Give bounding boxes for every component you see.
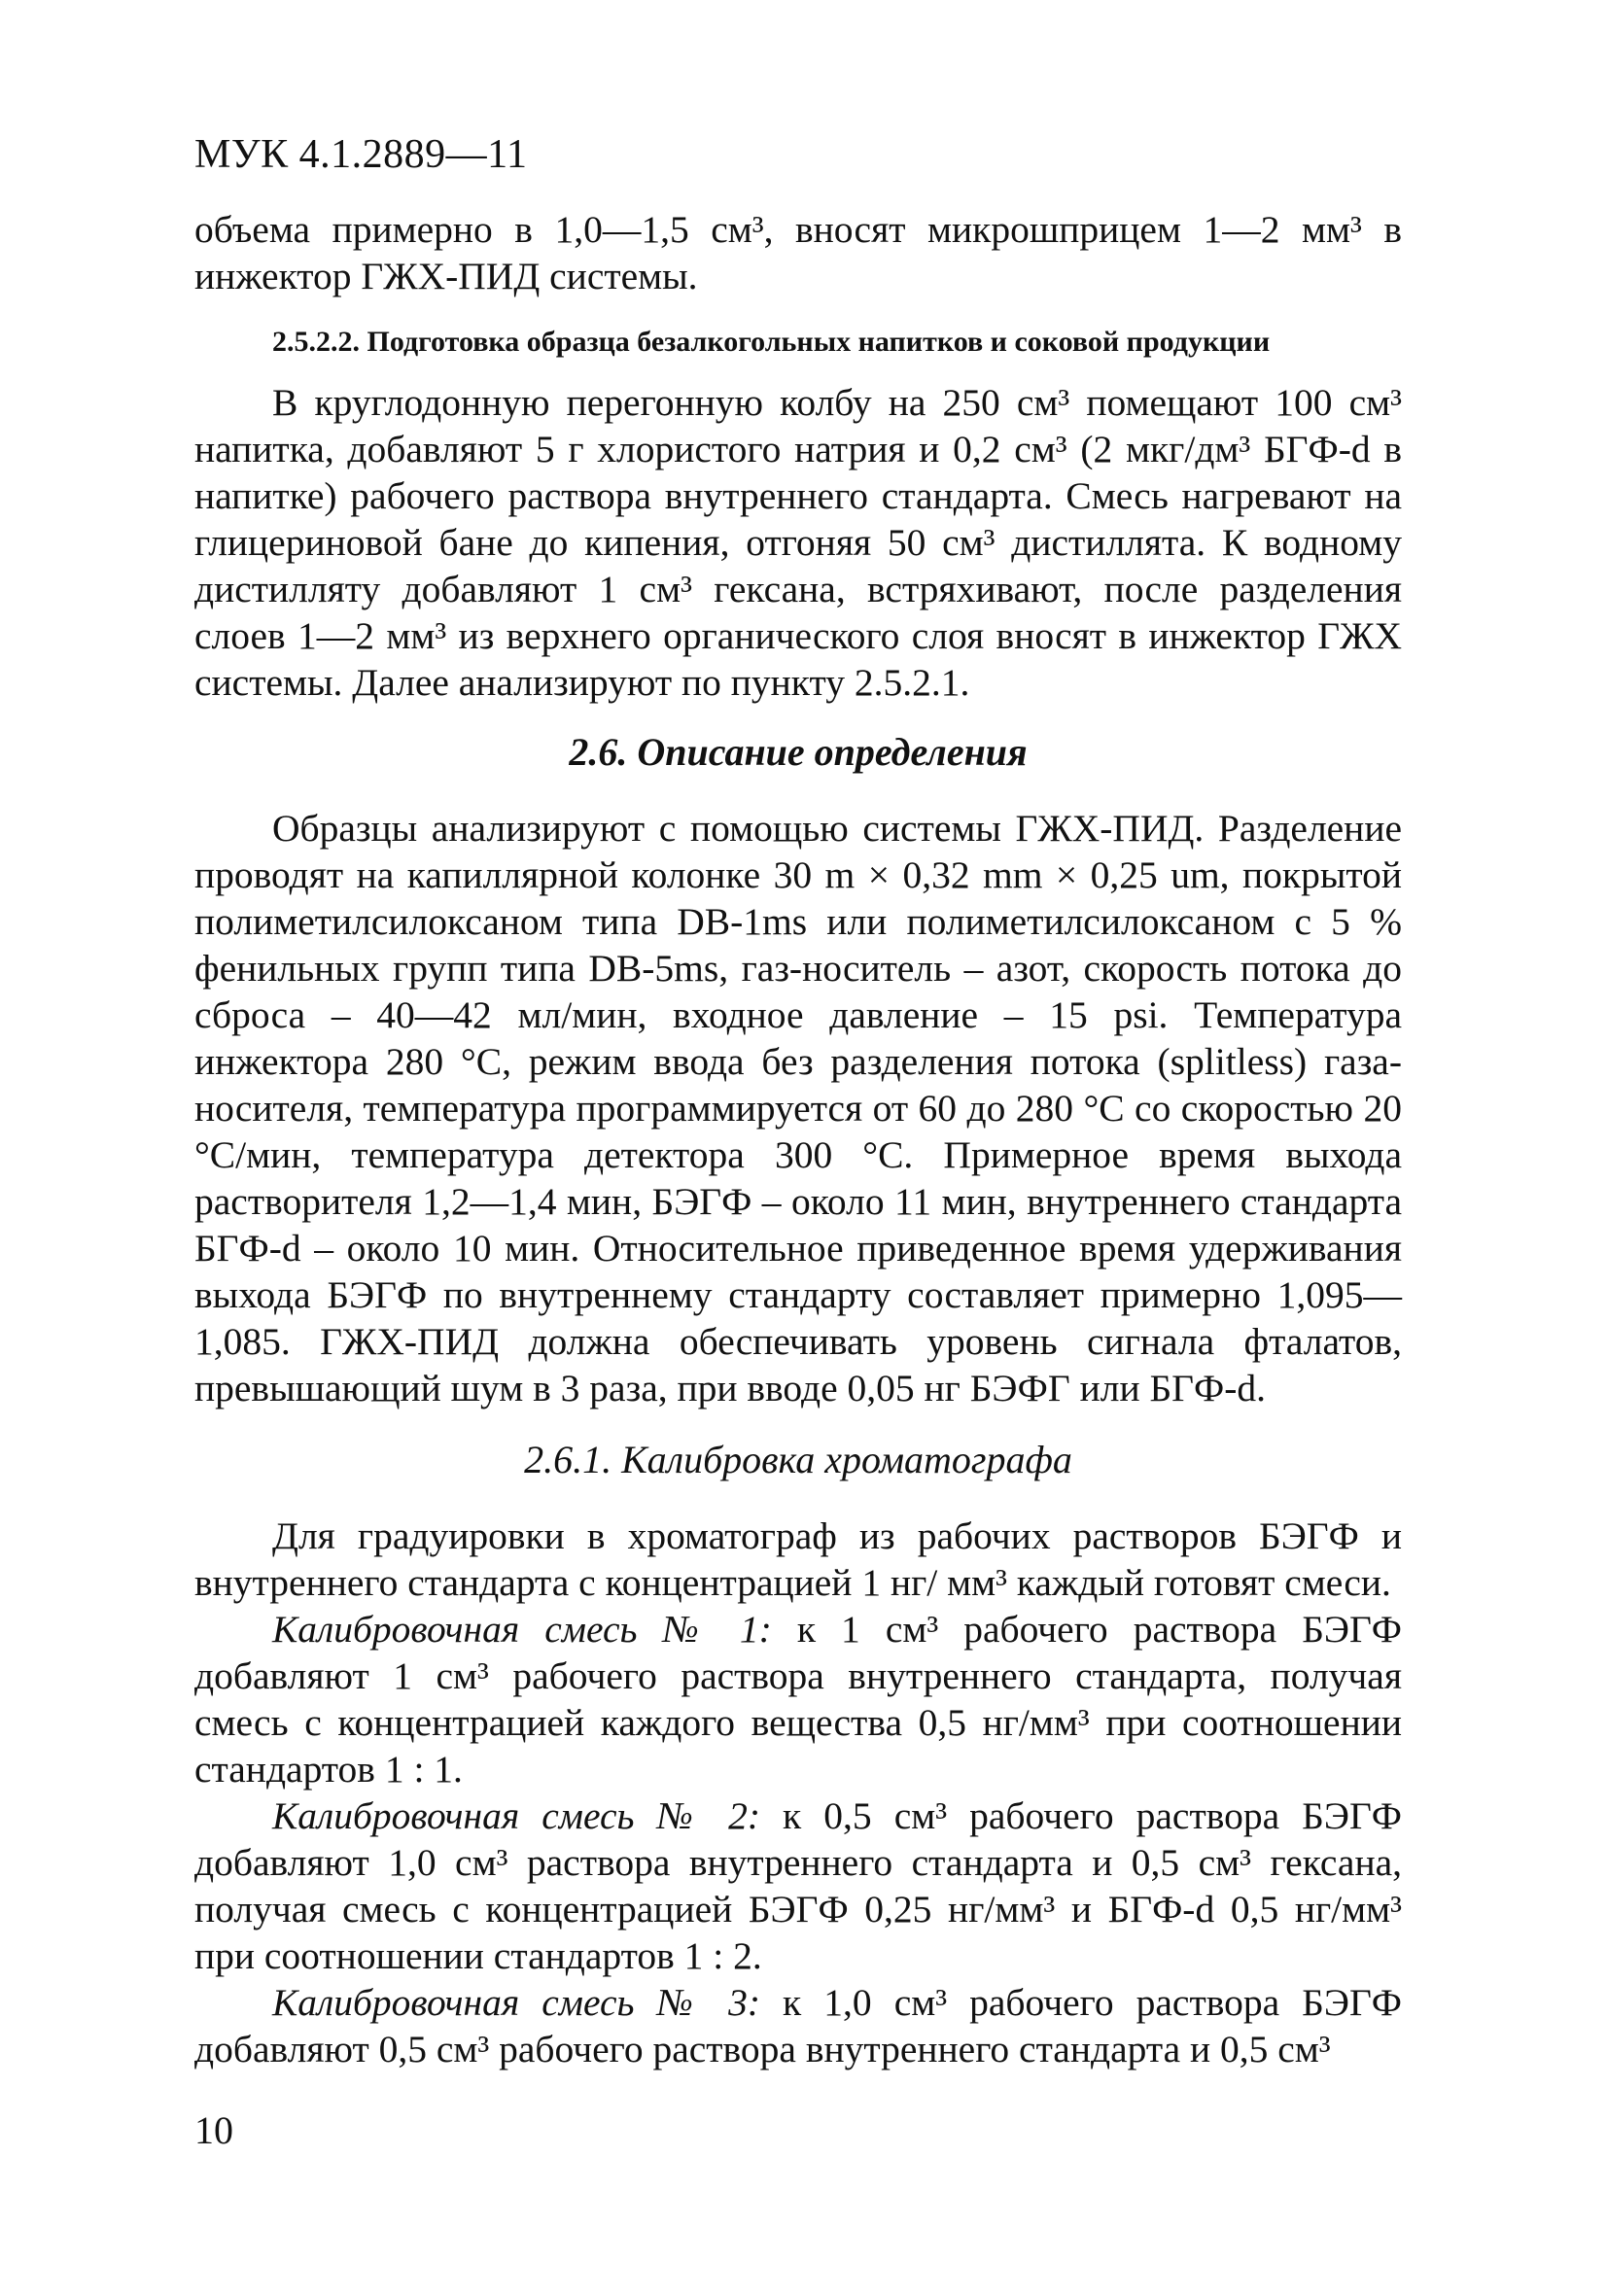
mix-1-text: к 1 см³ рабочего раствора БЭГФ добавляют 1 см³ рабочего раствора внутреннего стандарта, получая смесь с концентрацией каждого вещества 0,5 нг/мм³ при соотношении стандартов 1 : 1. — [194, 1608, 1402, 1791]
mix-2-label: Калибровочная смесь № 2: — [272, 1794, 760, 1837]
page-number: 10 — [194, 2108, 233, 2152]
paragraph-continuation: объема примерно в 1,0—1,5 см³, вносят микрошприцем 1—2 мм³ в инжектор ГЖХ-ПИД системы. — [194, 208, 1402, 297]
paragraph-determination-description: Образцы анализируют с помощью системы ГЖХ-ПИД. Разделение проводят на капиллярной колонке 30 m × 0,32 mm × 0,25 um, покрытой полиметилсилоксаном типа DB-1ms или полиметилсилоксаном с 5 % фенильных групп типа DB-5ms, газ-носитель – азот, скорость потока до сброса – 40—42 мл/мин, входное давление – 15 psi. Температура инжектора 280 °C, режим ввода без разделения потока (splitless) газа-носителя, температура программируется от 60 до 280 °C со скоростью 20 °C/мин, температура детектора 300 °C. Примерное время выхода растворителя 1,2—1,4 мин, БЭГФ – около 11 мин, внутреннего стандарта БГФ-d – около 10 мин. Относительное приведенное время удерживания выхода БЭГФ по внутреннему стандарту составляет примерно 1,095—1,085. ГЖХ-ПИД должна обеспечивать уровень сигнала фталатов, превышающий шум в 3 раза, при вводе 0,05 нг БЭФГ или БГФ-d. — [194, 807, 1402, 1409]
paragraph-calibration-mix-1 — [194, 1606, 1402, 1792]
subsection-heading-2-6-1: 2.6.1. Калибровка хроматографа — [524, 1438, 1072, 1481]
paragraph-calibration-mix-3 — [194, 1979, 1402, 2072]
mix-1-label: Калибровочная смесь № 1: — [272, 1608, 772, 1651]
mix-3-label: Калибровочная смесь № 3: — [272, 1981, 760, 2024]
mix-2-text: к 0,5 см³ рабочего раствора БЭГФ добавляют 1,0 см³ раствора внутреннего стандарта и 0,5 см³ гексана, получая смесь с концентрацией БЭГФ 0,25 нг/мм³ и БГФ-d 0,5 нг/мм³ при соотношении стандартов 1 : 2. — [194, 1794, 1402, 1977]
document-code-header: МУК 4.1.2889—11 — [194, 132, 528, 177]
mix-3-text: к 1,0 см³ рабочего раствора БЭГФ добавляют 0,5 см³ рабочего раствора внутреннего стандарта и 0,5 см³ — [194, 1981, 1402, 2070]
paragraph-sample-preparation: В круглодонную перегонную колбу на 250 см³ помещают 100 см³ напитка, добавляют 5 г хлористого натрия и 0,2 см³ (2 мкг/дм³ БГФ-d в напитке) рабочего раствора внутреннего стандарта. Смесь нагревают на глицериновой бане до кипения, отгоняя 50 см³ дистиллята. К водному дистилляту добавляют 1 см³ гексана, встряхивают, после разделения слоев 1—2 мм³ из верхнего органического слоя вносят в инжектор ГЖХ системы. Далее анализируют по пункту 2.5.2.1. — [194, 381, 1402, 704]
section-heading-2-6: 2.6. Описание определения — [569, 730, 1028, 774]
paragraph-calibration-mix-2 — [194, 1792, 1402, 1979]
subsection-heading-2-5-2-2: 2.5.2.2. Подготовка образца безалкогольных напитков и соковой продукции — [272, 326, 1271, 358]
paragraph-calibration-intro: Для градуировки в хроматограф из рабочих растворов БЭГФ и внутреннего стандарта с концентрацией 1 нг/ мм³ каждый готовят смеси. — [194, 1514, 1402, 1604]
document-body — [194, 206, 1402, 2072]
